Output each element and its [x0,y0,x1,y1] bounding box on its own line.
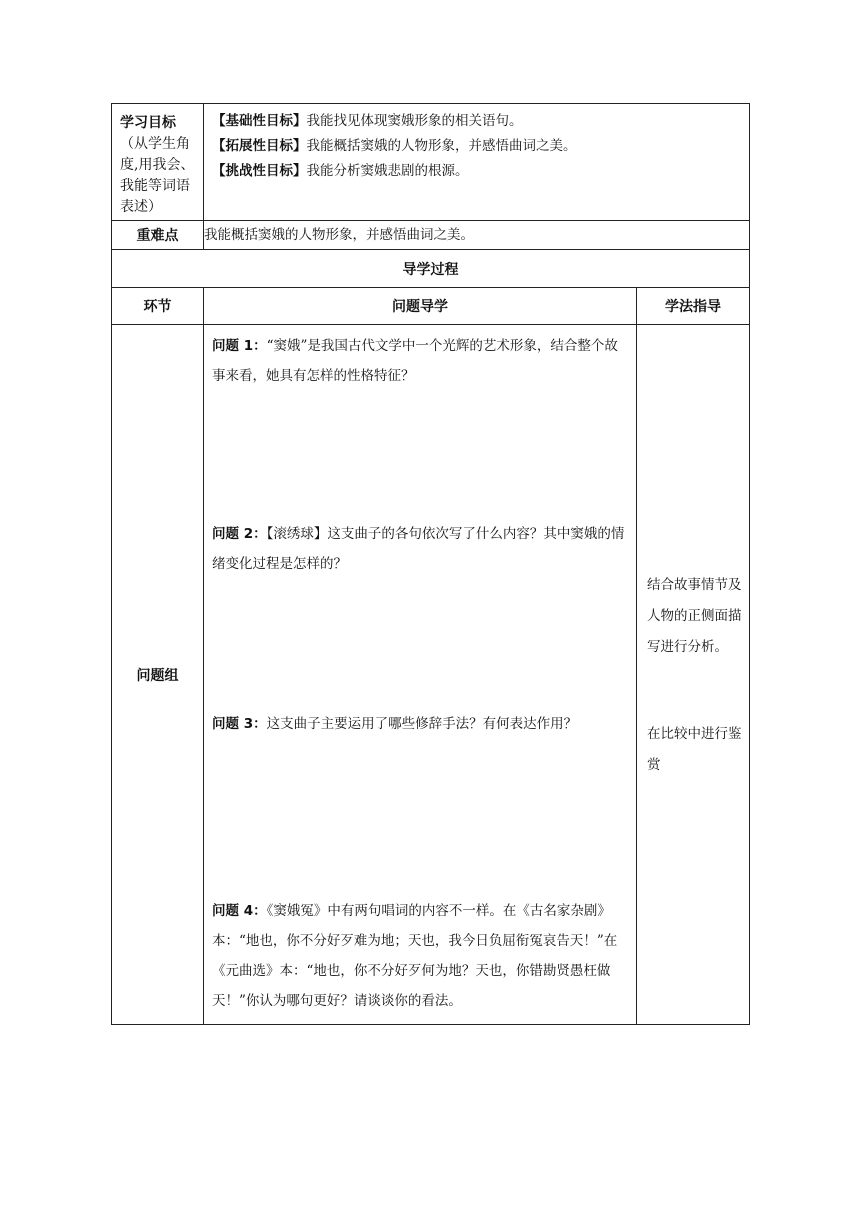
objectives-list-cell [204,104,750,221]
question-4 [212,896,630,1016]
header-method: 学法指导 [637,288,750,325]
objective-tag: 【基础性目标】 [212,113,307,129]
objective-text: 我能找见体现窦娥形象的相关语句。 [306,113,523,129]
question-label: 问题 4： [212,903,267,919]
objectives-label-cell [112,104,204,221]
questions-cell [204,325,637,1025]
question-3 [212,709,630,739]
process-title-row [112,250,750,288]
question-text: 《窦娥冤》中有两句唱词的内容不一样。在《古名家杂剧》本：“地也，你不分好歹难为地；天也，我今日负屈衔冤哀告天！”在《元曲选》本：“地也，你不分好歹何为地？天也，你错勘贤愚枉做天！”你认为哪句更好？请谈谈你的看法。 [212,903,618,1009]
objective-item [212,159,743,184]
objective-item [212,109,743,134]
objective-tag: 【挑战性目标】 [212,163,307,179]
method-note-1: 结合故事情节及人物的正侧面描写进行分析。 [647,577,742,655]
header-row [112,288,750,325]
question-text: 【滚绣球】这支曲子的各句依次写了什么内容？其中窦娥的情绪变化过程是怎样的？ [212,526,625,572]
method-note-2: 在比较中进行鉴赏 [647,726,742,773]
objective-text: 我能概括窦娥的人物形象，并感悟曲词之美。 [306,138,577,154]
objective-text: 我能分析窦娥悲剧的根源。 [306,163,469,179]
question-label: 问题 1： [212,338,267,354]
question-2 [212,519,630,579]
header-questions: 问题导学 [204,288,637,325]
process-title: 导学过程 [112,250,750,288]
question-group-label: 问题组 [112,325,204,1025]
question-text: 这支曲子主要运用了哪些修辞手法？有何表达作用？ [266,716,578,732]
question-label: 问题 2： [212,526,267,542]
objective-item [212,134,743,159]
method-cell [637,325,750,1025]
guide-table [111,103,750,1025]
question-label: 问题 3： [212,716,267,732]
question-group-row [112,325,750,1025]
key-points-text: 我能概括窦娥的人物形象，并感悟曲词之美。 [204,221,750,250]
key-points-label: 重难点 [112,221,204,250]
objectives-sublabel: （从学生角度,用我会、我能等词语表述） [120,136,195,215]
key-points-row [112,221,750,250]
objectives-row [112,104,750,221]
objectives-label: 学习目标 [120,115,176,131]
header-section: 环节 [112,288,204,325]
question-1 [212,331,630,391]
question-text: “窦娥”是我国古代文学中一个光辉的艺术形象，结合整个故事来看，她具有怎样的性格特征？ [212,338,618,384]
objective-tag: 【拓展性目标】 [212,138,307,154]
